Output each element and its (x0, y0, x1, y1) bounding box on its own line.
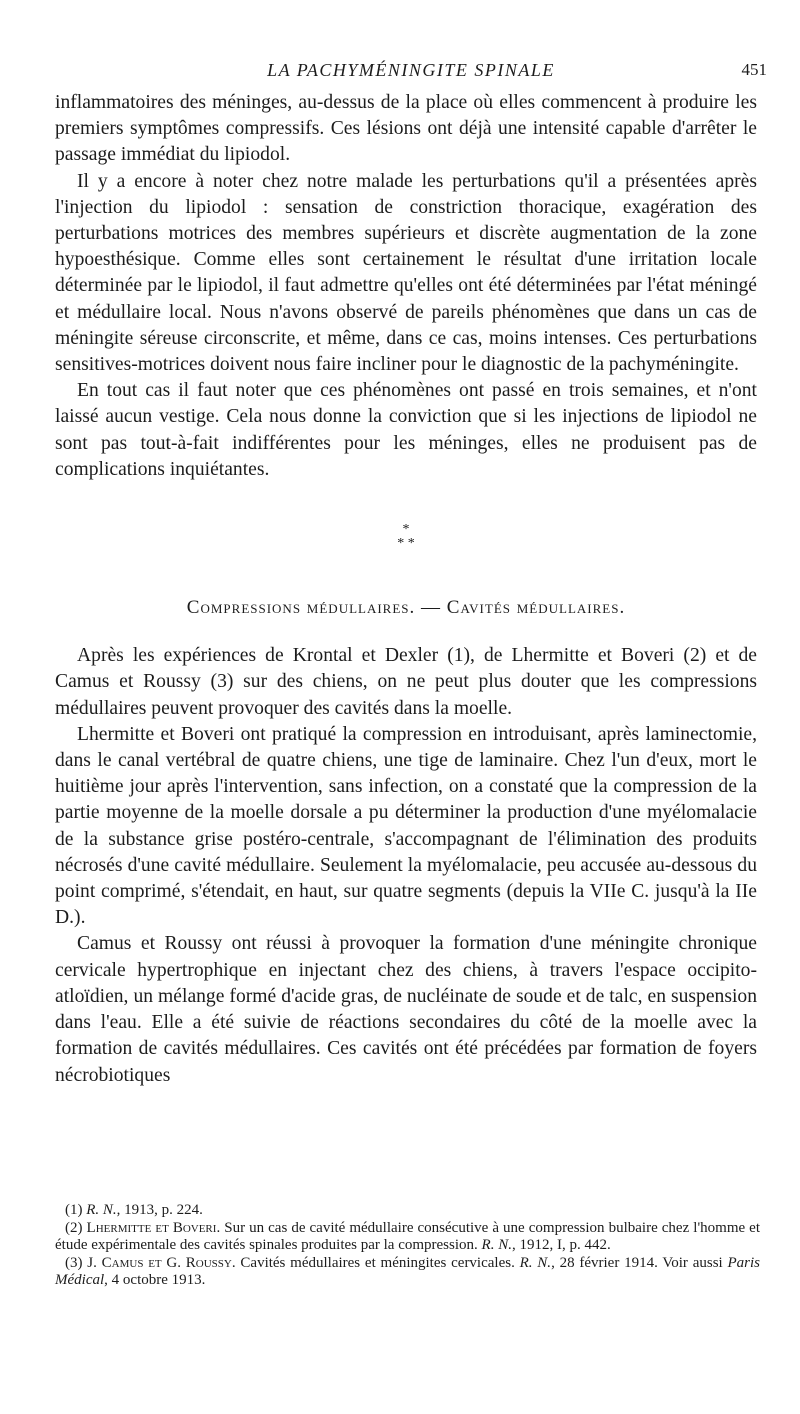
section-heading: Compressions médullaires. — Cavités médullaires. (186, 597, 626, 619)
footnotes (55, 1202, 760, 1290)
running-title: LA PACHYMÉNINGITE SPINALE (267, 60, 555, 80)
section-paragraph: Camus et Roussy ont réussi à provoquer la formation d'une méningite chronique cervicale hypertrophique en injectant chez des chiens, à travers l'espace occipito-atloïdien, un mélange formé d'acide gras, de nucléinate de soude et de talc, en suspension dans l'eau. Elle a été suivie de réactions secondaires du côté de la moelle avec la formation de cavités médullaires. Ces cavités ont été précédées par formation de foyers nécrobiotiques (55, 933, 757, 1086)
section-separator (55, 523, 757, 551)
separator-stars-bottom: * * (397, 536, 415, 552)
main-text (55, 90, 757, 1089)
section-paragraph: Après les expériences de Krontal et Dexler (1), de Lhermitte et Boveri (2) et de Camus et Roussy (3) sur des chiens, on ne peut plus douter que les compressions médullaires peuvent provoquer des cavités dans la moelle. (55, 645, 757, 719)
separator-star-top: * (402, 522, 410, 538)
footnote-1: (1) R. N., 1913, p. 224. (65, 1202, 203, 1218)
body-paragraph: En tout cas il faut noter que ces phénomènes ont passé en trois semaines, et n'ont laissé aucun vestige. Cela nous donne la conviction que si les injections de lipiodol ne sont pas tout-à-fait indifférentes pour les méninges, elles ne produisent pas de complications inquiétantes. (55, 380, 757, 480)
page-header (55, 60, 767, 82)
footnote-3: (3) J. Camus et G. Roussy. Cavités médullaires et méningites cervicales. R. N., 28 février 1914. Voir aussi Paris Médical, 4 octobre 1913. (55, 1254, 760, 1289)
body-paragraph: Il y a encore à noter chez notre malade les perturbations qu'il a présentées après l'injection du lipiodol : sensation de constriction thoracique, exagération des perturbations motrices des membres supérieurs et discrète augmentation de la zone hypoesthésique. Comme elles sont certainement le résultat d'une irritation locale déterminée par le lipiodol, il faut admettre qu'elles ont été déterminées par l'état méningé et médullaire local. Nous n'avons observé de pareils phénomènes que dans un cas de méningite séreuse circonscrite, et même, dans ce cas, moins intenses. Ces perturbations sensitives-motrices doivent nous faire incliner pour le diagnostic de la pachyméningite. (55, 170, 757, 376)
section-paragraph: Lhermitte et Boveri ont pratiqué la compression en introduisant, après laminectomie, dans le canal vertébral de quatre chiens, une tige de laminaire. Chez l'un d'eux, mort le huitième jour après l'intervention, sans infection, on a constaté que la compression de la partie moyenne de la moelle dorsale a pu déterminer la production d'une myélomalacie de la substance grise postéro-centrale, s'accompagnant de l'élimination des produits nécrosés d'une cavité médullaire. Seulement la myélomalacie, peu accusée au-dessous du point comprimé, s'étendait, en haut, sur quatre segments (depuis la VIIe C. jusqu'à la IIe D.). (55, 723, 757, 929)
footnote-2: (2) Lhermitte et Boveri. Sur un cas de cavité médullaire consécutive à une compression bulbaire chez l'homme et étude expérimentale des cavités spinales produites par la compression. R. N., 1912, I, p. 442. (55, 1219, 761, 1254)
body-paragraph: inflammatoires des méninges, au-dessus de la place où elles commencent à produire les premiers symptômes compressifs. Ces lésions ont déjà une intensité capable d'arrêter le passage immédiat du lipiodol. (55, 92, 757, 166)
page-number: 451 (741, 60, 767, 79)
